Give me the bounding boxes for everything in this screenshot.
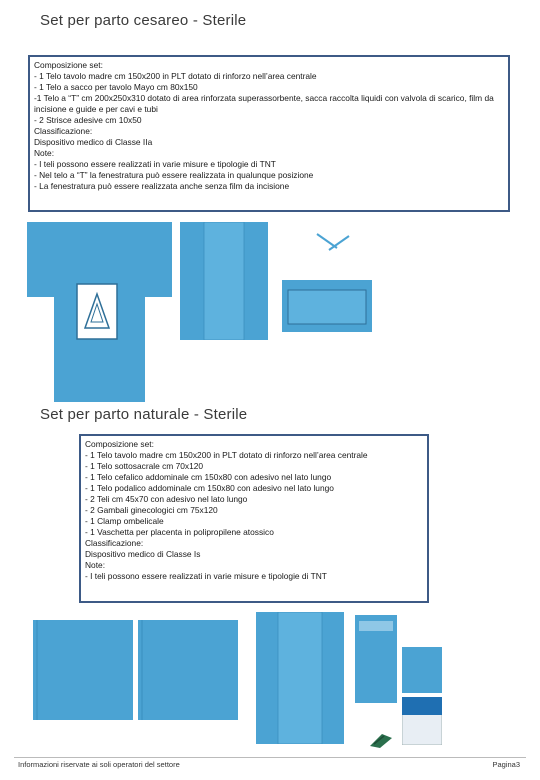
- footer-disclaimer: Informazioni riservate ai soli operatori del settore: [18, 760, 180, 769]
- text-line: Classificazione:: [85, 538, 144, 548]
- text-line: - 1 Telo tavolo madre cm 150x200 in PLT dotato di rinforzo nell’area centrale: [34, 71, 317, 81]
- section-title-cesareo: Set per parto cesareo - Sterile: [40, 12, 247, 29]
- text-line: - 2 Teli cm 45x70 con adesivo nel lato lungo: [85, 494, 248, 504]
- umbilical-clamp-image: [366, 728, 396, 750]
- t-drape-image: [27, 222, 172, 402]
- text-line: Dispositivo medico di Classe IIa: [34, 137, 153, 147]
- text-line: Dispositivo medico di Classe Is: [85, 549, 201, 559]
- placenta-tray-image: [402, 697, 442, 745]
- text-line: - I teli possono essere realizzati in varie misure e tipologie di TNT: [34, 159, 276, 169]
- footer-divider: [14, 757, 526, 758]
- text-line: Composizione set:: [85, 439, 154, 449]
- text-line: - 2 Gambali ginecologici cm 75x120: [85, 505, 218, 515]
- text-line: Classificazione:: [34, 126, 93, 136]
- table-drape-image: [180, 222, 268, 340]
- text-line: - Nel telo a “T” la fenestratura può essere realizzata in qualunque posizione: [34, 170, 314, 180]
- text-line: -1 Telo a “T” cm 200x250x310 dotato di area rinforzata superassorbente, sacca raccolta liquidi con valvola di scarico, film da incisione e guide e per cavi e tubi: [34, 93, 494, 114]
- text-line: - 1 Telo tavolo madre cm 150x200 in PLT dotato di rinforzo nell’area centrale: [85, 450, 368, 460]
- text-line: - 2 Strisce adesive cm 10x50: [34, 115, 142, 125]
- composition-box-naturale: [79, 434, 429, 603]
- drape-image-1: [33, 620, 133, 720]
- text-line: Note:: [85, 560, 106, 570]
- text-line: Note:: [34, 148, 55, 158]
- drape-image-4: [355, 615, 397, 703]
- mayo-cover-image: [282, 280, 372, 332]
- drape-image-2: [138, 620, 238, 720]
- page-number: Pagina3: [492, 760, 520, 769]
- text-line: - 1 Vaschetta per placenta in polipropilene atossico: [85, 527, 274, 537]
- text-line: - 1 Telo a sacco per tavolo Mayo cm 80x150: [34, 82, 198, 92]
- section-title-naturale: Set per parto naturale - Sterile: [40, 406, 248, 423]
- text-line: - 1 Clamp ombelicale: [85, 516, 164, 526]
- text-line: - 1 Telo sottosacrale cm 70x120: [85, 461, 204, 471]
- text-line: - 1 Telo podalico addominale cm 150x80 con adesivo nel lato lungo: [85, 483, 334, 493]
- text-line: Composizione set:: [34, 60, 103, 70]
- drape-image-5: [402, 647, 442, 693]
- text-line: - 1 Telo cefalico addominale cm 150x80 con adesivo nel lato lungo: [85, 472, 332, 482]
- adhesive-strip-image: [315, 230, 351, 256]
- composition-box-cesareo: [28, 55, 510, 212]
- drape-image-3: [256, 612, 344, 744]
- text-line: - I teli possono essere realizzati in varie misure e tipologie di TNT: [85, 571, 327, 581]
- text-line: - La fenestratura può essere realizzata anche senza film da incisione: [34, 181, 290, 191]
